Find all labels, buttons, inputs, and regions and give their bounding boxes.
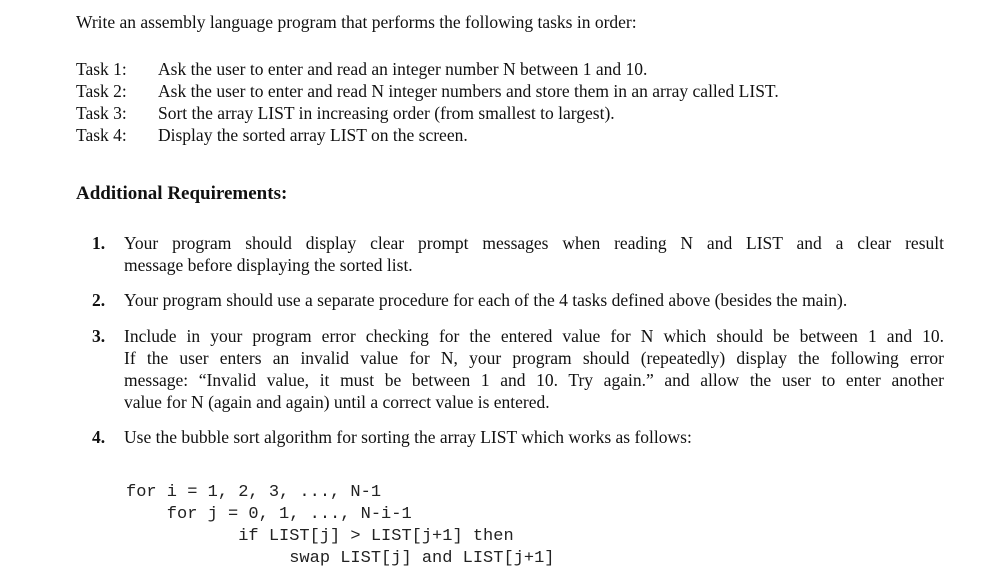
task-label: Task 1: [76,59,127,79]
requirement-item-2 [92,289,944,311]
code-line: for j = 0, 1, ..., N-i-1 [126,505,412,524]
task-text: Display the sorted array LIST on the screen. [158,125,468,145]
requirement-line: message: “Invalid value, it must be between 1 and 10. Try again.” and allow the user to enter another [124,370,944,390]
task-label: Task 2: [76,81,127,101]
requirement-line: If the user enters an invalid value for N, your program should (repeatedly) display the following error [124,348,944,368]
code-line: for i = 1, 2, 3, ..., N-1 [126,483,382,502]
task-text: Sort the array LIST in increasing order (from smallest to largest). [158,103,615,123]
task-text: Ask the user to enter and read N integer numbers and store them in an array called LIST. [158,81,779,101]
requirement-number: 4. [92,427,106,447]
requirement-text [124,325,944,413]
pseudocode-block [126,482,554,570]
requirement-text [124,232,944,276]
requirement-text [124,426,944,448]
requirement-line: message before displaying the sorted list. [124,255,413,275]
requirement-item-1 [92,232,944,276]
task-item [76,102,779,124]
task-item [76,80,779,102]
requirement-text [124,289,944,311]
task-item [76,58,779,80]
requirement-line: Use the bubble sort algorithm for sorting the array LIST which works as follows: [124,427,692,447]
task-label: Task 3: [76,103,127,123]
task-list [76,58,779,146]
requirement-line: Your program should display clear prompt messages when reading N and LIST and a clear result [124,233,944,253]
intro-text: Write an assembly language program that performs the following tasks in order: [76,12,637,32]
requirement-line: value for N (again and again) until a correct value is entered. [124,392,550,412]
requirement-number: 2. [92,290,106,310]
requirement-number: 1. [92,233,106,253]
task-item [76,124,779,146]
requirement-item-3 [92,325,944,413]
task-label: Task 4: [76,125,127,145]
requirement-line: Include in your program error checking for the entered value for N which should be between 1 and 10. [124,326,944,346]
code-line: swap LIST[j] and LIST[j+1] [126,549,555,568]
requirement-number: 3. [92,326,106,346]
requirement-item-4 [92,426,944,448]
task-text: Ask the user to enter and read an integer number N between 1 and 10. [158,59,648,79]
code-line: if LIST[j] > LIST[j+1] then [126,527,514,546]
section-heading: Additional Requirements: [76,183,288,204]
requirement-line: Your program should use a separate procedure for each of the 4 tasks defined above (besides the main). [124,290,848,310]
